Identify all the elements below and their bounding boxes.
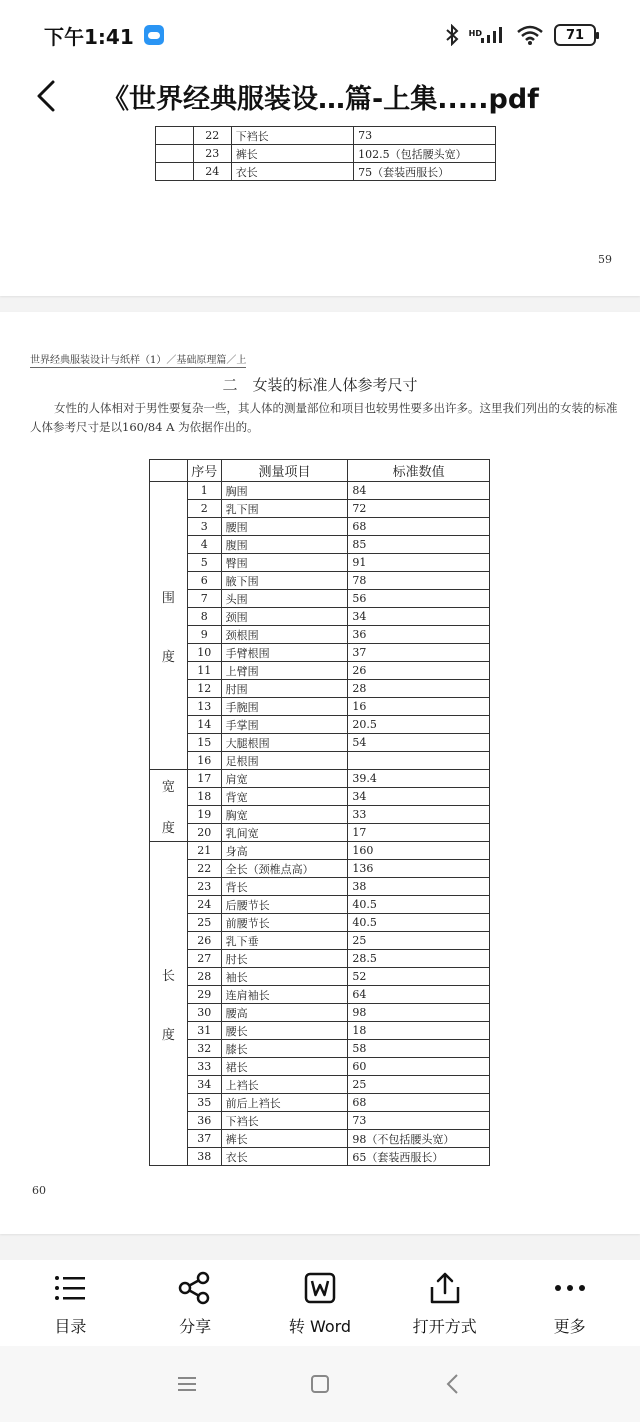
measurement-value: 52 (348, 968, 490, 986)
measurement-value: 75（套装西服长） (354, 163, 496, 181)
table-row (150, 860, 490, 878)
measurement-value: 34 (348, 788, 490, 806)
category-label: 长 (161, 968, 175, 984)
document-title: 《世界经典服装设…篇-上集.....pdf (102, 83, 539, 115)
row-number: 19 (187, 806, 221, 824)
measurement-item: 裙长 (221, 1058, 348, 1076)
measurement-item: 肩宽 (221, 770, 348, 788)
table-row (150, 698, 490, 716)
bluetooth-icon (445, 24, 459, 46)
battery-icon: 71 (554, 24, 596, 46)
measurement-value: 91 (348, 554, 490, 572)
measurement-value: 98 (348, 1004, 490, 1022)
system-nav-bar (0, 1346, 640, 1422)
table-row (150, 932, 490, 950)
measurement-item: 乳间宽 (221, 824, 348, 842)
measurement-value: 40.5 (348, 914, 490, 932)
measurement-value: 25 (348, 932, 490, 950)
measurement-item: 膝长 (221, 1040, 348, 1058)
measurement-value: 28.5 (348, 950, 490, 968)
measurement-item: 手臂根围 (221, 644, 348, 662)
open-with-button[interactable] (390, 1270, 500, 1337)
measurement-item: 手掌围 (221, 716, 348, 734)
row-number: 14 (187, 716, 221, 734)
table-row (150, 590, 490, 608)
row-number: 10 (187, 644, 221, 662)
measurement-item: 连肩袖长 (221, 986, 348, 1004)
row-number: 28 (187, 968, 221, 986)
measurement-value: 18 (348, 1022, 490, 1040)
table-row (150, 716, 490, 734)
row-number: 30 (187, 1004, 221, 1022)
row-number: 4 (187, 536, 221, 554)
measurement-value: 37 (348, 644, 490, 662)
category-label: 度 (161, 649, 175, 665)
measurement-item: 肘围 (221, 680, 348, 698)
row-number: 32 (187, 1040, 221, 1058)
measurement-value: 73 (348, 1112, 490, 1130)
row-number: 5 (187, 554, 221, 572)
page-59-table (155, 126, 496, 181)
row-number: 20 (187, 824, 221, 842)
measurement-item: 腹围 (221, 536, 348, 554)
row-number: 26 (187, 932, 221, 950)
measurement-value: 72 (348, 500, 490, 518)
table-header-row (150, 460, 490, 482)
measurement-value: 26 (348, 662, 490, 680)
pdf-page-60 (0, 312, 640, 1234)
table-row (150, 878, 490, 896)
table-row (150, 1148, 490, 1166)
running-head: 世界经典服装设计与纸样（1）／基础原理篇／上 (30, 351, 246, 368)
row-number: 7 (187, 590, 221, 608)
measurement-value: 54 (348, 734, 490, 752)
measurement-item: 上裆长 (221, 1076, 348, 1094)
measurement-item: 乳下垂 (221, 932, 348, 950)
category-label: 度 (161, 1027, 175, 1043)
measurement-value: 78 (348, 572, 490, 590)
row-number: 3 (187, 518, 221, 536)
table-row (150, 626, 490, 644)
row-number: 34 (187, 1076, 221, 1094)
toolbar-label: 分享 (179, 1316, 212, 1336)
measurement-item: 腰围 (221, 518, 348, 536)
row-number: 8 (187, 608, 221, 626)
network-type: HD (468, 29, 482, 38)
measurement-item: 大腿根围 (221, 734, 348, 752)
table-row (150, 1112, 490, 1130)
row-number: 24 (187, 896, 221, 914)
measurement-value: 28 (348, 680, 490, 698)
measurement-value: 85 (348, 536, 490, 554)
row-number: 22 (187, 860, 221, 878)
measurement-item: 后腰节长 (221, 896, 348, 914)
measurement-value (348, 752, 490, 770)
table-row (150, 788, 490, 806)
table-row (150, 1022, 490, 1040)
measurement-item: 颈围 (221, 608, 348, 626)
table-row (150, 662, 490, 680)
row-number: 6 (187, 572, 221, 590)
more-button[interactable] (515, 1270, 625, 1337)
row-number: 31 (187, 1022, 221, 1040)
measurement-value: 68 (348, 518, 490, 536)
table-row (150, 842, 490, 860)
table-row (150, 734, 490, 752)
page-number: 60 (32, 1184, 46, 1197)
table-header: 序号 (187, 460, 221, 482)
measurement-item: 背宽 (221, 788, 348, 806)
row-number: 17 (187, 770, 221, 788)
row-number: 24 (193, 163, 231, 181)
table-cell-empty (156, 145, 194, 163)
more-icon (552, 1270, 588, 1306)
category-cell (150, 482, 188, 770)
table-row (150, 806, 490, 824)
measurement-table (149, 459, 490, 1166)
measurement-value: 25 (348, 1076, 490, 1094)
table-row (150, 1040, 490, 1058)
measurement-item: 下裆长 (221, 1112, 348, 1130)
wifi-icon (516, 24, 544, 46)
row-number: 16 (187, 752, 221, 770)
measurement-value: 38 (348, 878, 490, 896)
measurement-item: 乳下围 (221, 500, 348, 518)
row-number: 15 (187, 734, 221, 752)
measurement-item: 背长 (221, 878, 348, 896)
table-row (150, 482, 490, 500)
pdf-page-59 (0, 122, 640, 296)
row-number: 12 (187, 680, 221, 698)
clock: 下午1:41 (44, 24, 134, 49)
table-row (150, 536, 490, 554)
row-number: 33 (187, 1058, 221, 1076)
row-number: 36 (187, 1112, 221, 1130)
back-button[interactable] (0, 70, 92, 122)
measurement-item: 颈根围 (221, 626, 348, 644)
row-number: 35 (187, 1094, 221, 1112)
category-label: 围 (161, 590, 175, 606)
menu-icon[interactable] (174, 1371, 200, 1397)
measurement-item: 肘长 (221, 950, 348, 968)
convert-word-button[interactable] (265, 1270, 375, 1337)
title-bar (0, 70, 640, 122)
measurement-value: 64 (348, 986, 490, 1004)
table-row (150, 644, 490, 662)
table-row (156, 127, 496, 145)
row-number: 27 (187, 950, 221, 968)
measurement-item: 衣长 (221, 1148, 348, 1166)
table-row (150, 914, 490, 932)
row-number: 1 (187, 482, 221, 500)
open-with-icon (427, 1270, 463, 1306)
measurement-value: 17 (348, 824, 490, 842)
page-number: 59 (598, 253, 612, 266)
table-row (150, 896, 490, 914)
table-row (150, 1076, 490, 1094)
table-row (150, 500, 490, 518)
row-number: 2 (187, 500, 221, 518)
toolbar-label: 打开方式 (412, 1316, 477, 1336)
row-number: 22 (193, 127, 231, 145)
measurement-item: 下裆长 (231, 127, 353, 145)
table-row (150, 1130, 490, 1148)
measurement-value: 34 (348, 608, 490, 626)
measurement-value: 136 (348, 860, 490, 878)
toolbar-label: 更多 (553, 1316, 586, 1336)
measurement-value: 73 (354, 127, 496, 145)
list-icon (52, 1270, 88, 1306)
measurement-item: 前后上裆长 (221, 1094, 348, 1112)
table-row (156, 163, 496, 181)
measurement-value: 160 (348, 842, 490, 860)
measurement-value: 56 (348, 590, 490, 608)
status-left (44, 21, 164, 50)
row-number: 13 (187, 698, 221, 716)
table-row (150, 950, 490, 968)
measurement-item: 胸宽 (221, 806, 348, 824)
cloud-icon (144, 25, 164, 45)
pdf-viewer[interactable] (0, 122, 640, 1260)
table-row (150, 968, 490, 986)
word-icon (302, 1270, 338, 1306)
measurement-item: 腰高 (221, 1004, 348, 1022)
measurement-item: 头围 (221, 590, 348, 608)
home-icon[interactable] (307, 1371, 333, 1397)
measurement-value: 98（不包括腰头宽） (348, 1130, 490, 1148)
table-header: 测量项目 (221, 460, 348, 482)
toolbar-label: 转 Word (288, 1316, 352, 1336)
category-label: 宽 (161, 779, 175, 795)
measurement-value: 36 (348, 626, 490, 644)
measurement-value: 58 (348, 1040, 490, 1058)
measurement-value: 60 (348, 1058, 490, 1076)
share-icon (177, 1270, 213, 1306)
table-row (150, 680, 490, 698)
signal-icon (480, 25, 506, 45)
measurement-item: 裤长 (221, 1130, 348, 1148)
row-number: 23 (187, 878, 221, 896)
chevron-left-icon (35, 79, 57, 113)
measurement-value: 102.5（包括腰头宽） (354, 145, 496, 163)
measurement-item: 全长（颈椎点高） (221, 860, 348, 878)
measurement-item: 手腕围 (221, 698, 348, 716)
measurement-item: 足根围 (221, 752, 348, 770)
measurement-value: 33 (348, 806, 490, 824)
table-row (150, 752, 490, 770)
row-number: 29 (187, 986, 221, 1004)
table-row (156, 145, 496, 163)
row-number: 21 (187, 842, 221, 860)
measurement-value: 20.5 (348, 716, 490, 734)
table-row (150, 770, 490, 788)
measurement-item: 身高 (221, 842, 348, 860)
table-row (150, 518, 490, 536)
toc-button[interactable] (15, 1270, 125, 1337)
measurement-item: 上臂围 (221, 662, 348, 680)
table-row (150, 1094, 490, 1112)
measurement-value: 68 (348, 1094, 490, 1112)
share-button[interactable] (140, 1270, 250, 1337)
toolbar-label: 目录 (54, 1316, 87, 1336)
row-number: 25 (187, 914, 221, 932)
row-number: 23 (193, 145, 231, 163)
table-row (150, 824, 490, 842)
measurement-item: 腋下围 (221, 572, 348, 590)
row-number: 38 (187, 1148, 221, 1166)
measurement-item: 前腰节长 (221, 914, 348, 932)
measurement-item: 胸围 (221, 482, 348, 500)
measurement-value: 84 (348, 482, 490, 500)
intro-paragraph: 女性的人体相对于男性要复杂一些，其人体的测量部位和项目也较男性要多出许多。这里我们列出的女装的标准人体参考尺寸是以160/84 A 为依据作出的。 (30, 401, 618, 434)
measurement-item: 袖长 (221, 968, 348, 986)
row-number: 18 (187, 788, 221, 806)
bottom-toolbar (0, 1260, 640, 1346)
status-right (445, 24, 596, 46)
table-header (150, 460, 188, 482)
back-icon[interactable] (440, 1371, 466, 1397)
category-cell (150, 842, 188, 1166)
table-header: 标准数值 (348, 460, 490, 482)
table-row (150, 1004, 490, 1022)
measurement-value: 40.5 (348, 896, 490, 914)
measurement-value: 39.4 (348, 770, 490, 788)
category-label: 度 (161, 820, 175, 836)
row-number: 37 (187, 1130, 221, 1148)
measurement-item: 裤长 (231, 145, 353, 163)
section-title: 二 女装的标准人体参考尺寸 (222, 376, 418, 394)
measurement-value: 65（套装西服长） (348, 1148, 490, 1166)
measurement-item: 臀围 (221, 554, 348, 572)
measurement-item: 衣长 (231, 163, 353, 181)
status-bar (0, 0, 640, 70)
table-row (150, 554, 490, 572)
table-cell-empty (156, 163, 194, 181)
measurement-value: 16 (348, 698, 490, 716)
table-row (150, 572, 490, 590)
table-row (150, 1058, 490, 1076)
table-row (150, 986, 490, 1004)
row-number: 9 (187, 626, 221, 644)
row-number: 11 (187, 662, 221, 680)
table-row (150, 608, 490, 626)
category-cell (150, 770, 188, 842)
measurement-item: 腰长 (221, 1022, 348, 1040)
table-cell-empty (156, 127, 194, 145)
